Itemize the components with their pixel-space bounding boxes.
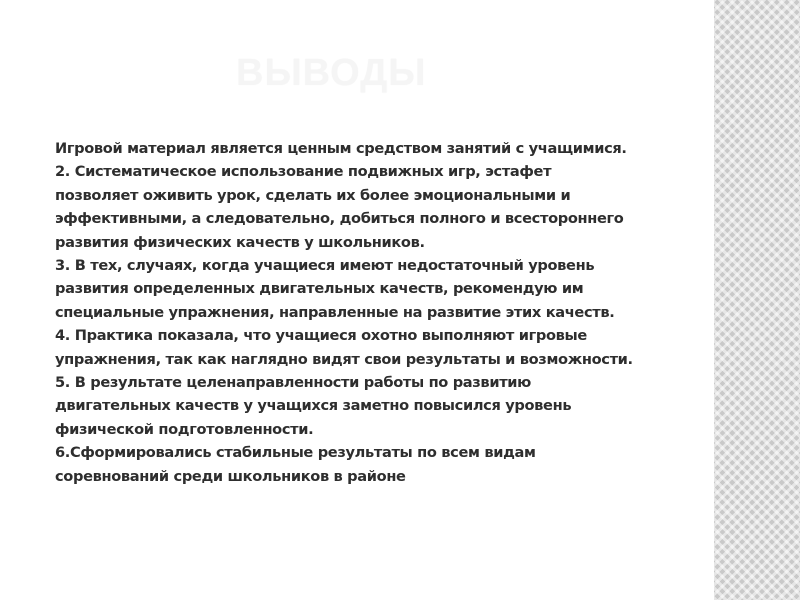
body-line: упражнения, так как наглядно видят свои результаты и возможности. [55, 350, 633, 368]
body-line: физической подготовленности. [55, 420, 314, 438]
slide-body-text [55, 137, 755, 488]
body-line: соревнований среди школьников в районе [55, 467, 406, 485]
body-line: 4. Практика показала, что учащиеся охотно выполняют игровые [55, 327, 587, 345]
body-line: эффективными, а следовательно, добиться полного и всестороннего [55, 210, 624, 228]
body-line: специальные упражнения, направленные на развитие этих качеств. [55, 303, 615, 321]
body-line: развития физических качеств у школьников. [55, 233, 425, 251]
slide-title: ВЫВОДЫ [236, 52, 427, 94]
body-line: двигательных качеств у учащихся заметно повысился уровень [55, 397, 572, 415]
body-line: позволяет оживить урок, сделать их более эмоциональными и [55, 186, 571, 204]
body-line: Игровой материал является ценным средством занятий с учащимися. [55, 140, 627, 157]
body-line: 2. Систематическое использование подвижных игр, эстафет [55, 163, 552, 181]
body-line: 6.Сформировались стабильные результаты по всем видам [55, 444, 536, 462]
body-line: 3. В тех, случаях, когда учащиеся имеют недостаточный уровень [55, 257, 595, 275]
body-line: развития определенных двигательных качеств, рекомендую им [55, 280, 584, 298]
body-line: 5. В результате целенаправленности работы по развитию [55, 374, 532, 392]
